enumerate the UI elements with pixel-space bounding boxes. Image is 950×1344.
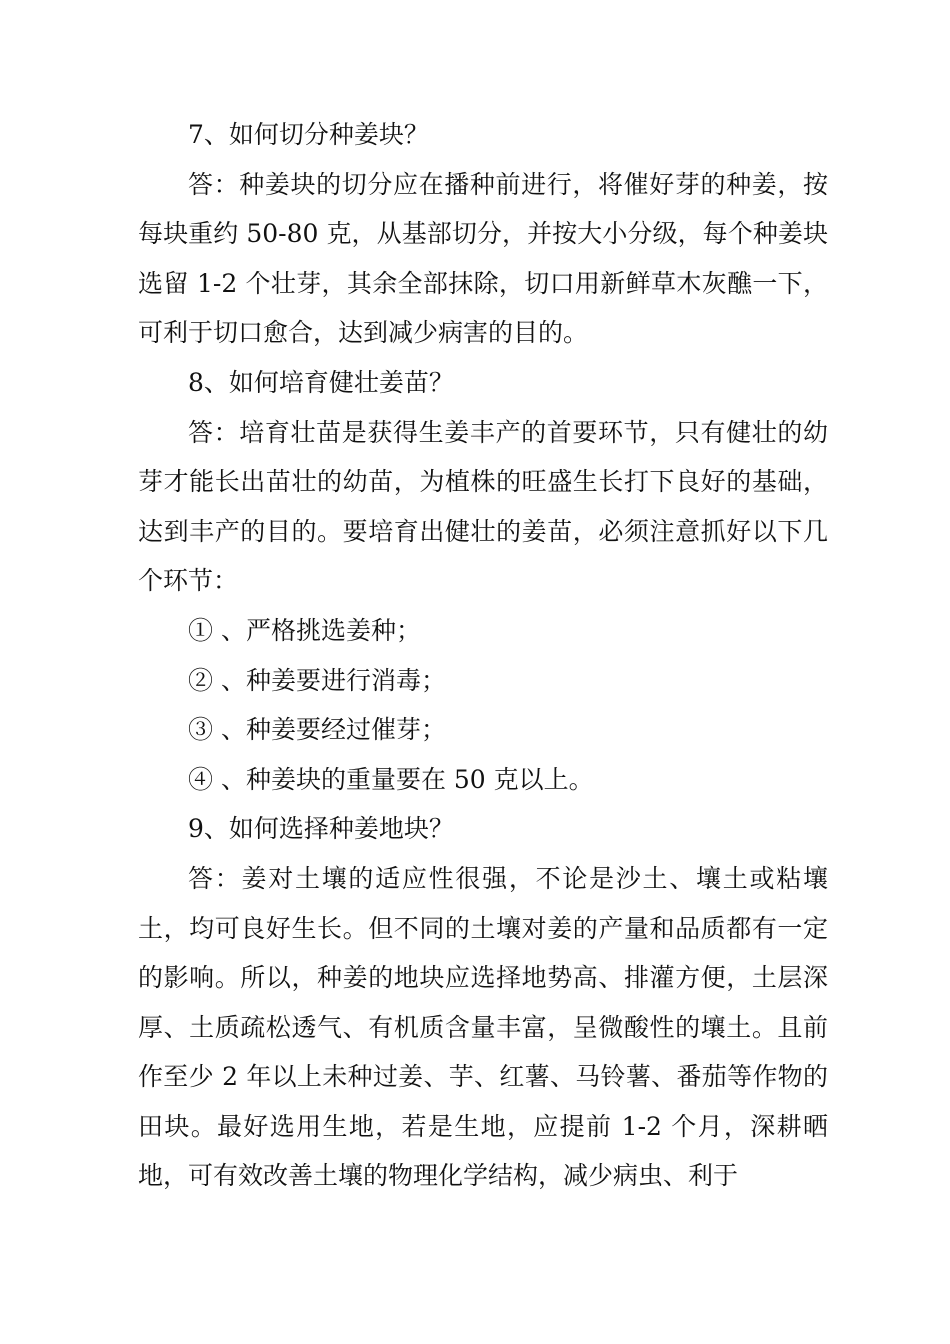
question-9-heading: 9、如何选择种姜地块？ bbox=[188, 814, 454, 844]
list-item-2: ② 、种姜要进行消毒； bbox=[188, 665, 446, 695]
answer-9-paragraph: 答：姜对土壤的适应性很强，不论是沙土、壤土或粘壤土，均可良好生长。但不同的土壤对姜的产量和品质都有一定的影响。所以，种姜的地块应选择地势高、排灌方便，土层深厚、土质疏松透气、有机质含量丰富，呈微酸性的壤土。且前作至少 2 年以上未种过姜、芋、红薯、马铃薯、番茄等作物的田块。最好选用生地，若是生地，应提前 1-2 个月，深耕晒地，可有效改善土壤的物理化学结构，减少病虫、利于 bbox=[138, 863, 828, 1191]
answer-7-paragraph: 答：种姜块的切分应在播种前进行，将催好芽的种姜，按每块重约 50-80 克，从基部切分，并按大小分级，每个种姜块选留 1-2 个壮芽，其余全部抹除，切口用新鲜草木灰醮一下，可利于切口愈合，达到减少病害的目的。 bbox=[138, 169, 828, 348]
body-text bbox=[138, 110, 828, 1201]
question-8-heading: 8、如何培育健壮姜苗？ bbox=[188, 367, 454, 397]
list-item-3: ③ 、种姜要经过催芽； bbox=[188, 715, 446, 745]
list-item-1: ① 、严格挑选姜种； bbox=[188, 615, 421, 645]
answer-8-paragraph: 答：培育壮苗是获得生姜丰产的首要环节，只有健壮的幼芽才能长出苗壮的幼苗，为植株的旺盛生长打下良好的基础，达到丰产的目的。要培育出健壮的姜苗，必须注意抓好以下几个环节： bbox=[138, 417, 828, 596]
question-7-heading: 7、如何切分种姜块？ bbox=[188, 120, 429, 149]
list-item-4: ④ 、种姜块的重量要在 50 克以上。 bbox=[188, 764, 594, 794]
